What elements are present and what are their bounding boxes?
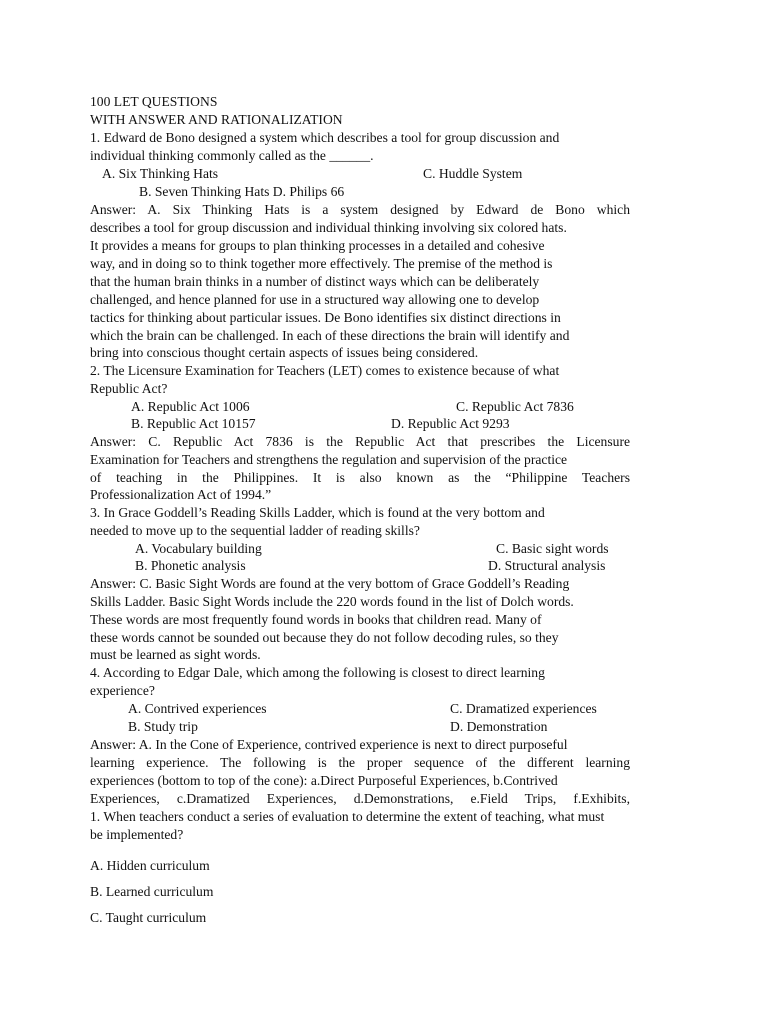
q2-answer-line: Answer: C. Republic Act 7836 is the Republic Act that prescribes the Licensure bbox=[90, 434, 630, 449]
question-1-text-cont: individual thinking commonly called as the ______. bbox=[90, 148, 374, 163]
question-5-text: 1. When teachers conduct a series of evaluation to determine the extent of teaching, what must bbox=[90, 809, 605, 824]
question-3-text: 3. In Grace Goddell’s Reading Skills Ladder, which is found at the very bottom and bbox=[90, 505, 545, 520]
q2-option-b: B. Republic Act 10157 bbox=[131, 416, 256, 431]
q3-answer-line: Skills Ladder. Basic Sight Words include the 220 words found in the list of Dolch words. bbox=[90, 594, 574, 609]
q4-answer-line: Answer: A. In the Cone of Experience, contrived experience is next to direct purposeful bbox=[90, 737, 568, 752]
q4-answer-line: experiences (bottom to top of the cone): a.Direct Purposeful Experiences, b.Contrived bbox=[90, 773, 558, 788]
q1-answer-line: tactics for thinking about particular issues. De Bono identifies six distinct directions in bbox=[90, 310, 561, 325]
q3-option-a: A. Vocabulary building bbox=[135, 541, 262, 556]
q3-option-c: C. Basic sight words bbox=[496, 541, 609, 556]
q1-answer-line: Answer: A. Six Thinking Hats is a system designed by Edward de Bono which bbox=[90, 202, 630, 217]
q4-option-b: B. Study trip bbox=[128, 719, 198, 734]
doc-subtitle: WITH ANSWER AND RATIONALIZATION bbox=[90, 112, 343, 127]
q3-option-d: D. Structural analysis bbox=[488, 558, 606, 573]
question-4-text-cont: experience? bbox=[90, 683, 155, 698]
q5-option-c: C. Taught curriculum bbox=[90, 910, 207, 925]
q1-answer-line: describes a tool for group discussion and individual thinking involving six colored hats. bbox=[90, 220, 567, 235]
q1-answer-line: that the human brain thinks in a number of distinct ways which can be deliberately bbox=[90, 274, 540, 289]
q1-answer-line: bring into conscious thought certain aspects of issues being considered. bbox=[90, 345, 479, 360]
q3-option-b: B. Phonetic analysis bbox=[135, 558, 246, 573]
q1-answer-line: way, and in doing so to think together more effectively. The premise of the method is bbox=[90, 256, 553, 271]
q4-answer-line: Experiences, c.Dramatized Experiences, d.Demonstrations, e.Field Trips, f.Exhibits, bbox=[90, 791, 630, 806]
q1-answer-line: which the brain can be challenged. In each of these directions the brain will identify and bbox=[90, 328, 570, 343]
q1-option-a: A. Six Thinking Hats bbox=[102, 166, 219, 181]
q1-option-b-d: B. Seven Thinking Hats D. Philips 66 bbox=[139, 184, 345, 199]
question-3-text-cont: needed to move up to the sequential ladder of reading skills? bbox=[90, 523, 420, 538]
q4-option-a: A. Contrived experiences bbox=[128, 701, 267, 716]
q2-answer-line: Professionalization Act of 1994.” bbox=[90, 487, 272, 502]
doc-title: 100 LET QUESTIONS bbox=[90, 94, 218, 109]
q2-option-a: A. Republic Act 1006 bbox=[131, 399, 250, 414]
q2-option-d: D. Republic Act 9293 bbox=[391, 416, 510, 431]
q3-answer-line: must be learned as sight words. bbox=[90, 647, 261, 662]
q1-answer-line: challenged, and hence planned for use in a structured way allowing one to develop bbox=[90, 292, 540, 307]
q3-answer-line: these words cannot be sounded out because they do not follow decoding rules, so they bbox=[90, 630, 559, 645]
q2-answer-line: Examination for Teachers and strengthens the regulation and supervision of the practice bbox=[90, 452, 568, 467]
q3-answer-line: These words are most frequently found words in books that children read. Many of bbox=[90, 612, 542, 627]
question-5-text-cont: be implemented? bbox=[90, 827, 184, 842]
question-2-text-cont: Republic Act? bbox=[90, 381, 168, 396]
q1-answer-line: It provides a means for groups to plan thinking processes in a detailed and cohesive bbox=[90, 238, 545, 253]
question-1-text: 1. Edward de Bono designed a system which describes a tool for group discussion and bbox=[90, 130, 560, 145]
question-2-text: 2. The Licensure Examination for Teachers (LET) comes to existence because of what bbox=[90, 363, 560, 378]
q3-answer-line: Answer: C. Basic Sight Words are found at the very bottom of Grace Goddell’s Reading bbox=[90, 576, 570, 591]
q2-answer-line: of teaching in the Philippines. It is also known as the “Philippine Teachers bbox=[90, 470, 630, 485]
question-4-text: 4. According to Edgar Dale, which among the following is closest to direct learning bbox=[90, 665, 545, 680]
q4-option-c: C. Dramatized experiences bbox=[450, 701, 597, 716]
q5-option-a: A. Hidden curriculum bbox=[90, 858, 210, 873]
q5-option-b: B. Learned curriculum bbox=[90, 884, 214, 899]
q2-option-c: C. Republic Act 7836 bbox=[456, 399, 574, 414]
q4-answer-line: learning experience. The following is the proper sequence of the different learning bbox=[90, 755, 630, 770]
q4-option-d: D. Demonstration bbox=[450, 719, 548, 734]
q1-option-c: C. Huddle System bbox=[423, 166, 523, 181]
